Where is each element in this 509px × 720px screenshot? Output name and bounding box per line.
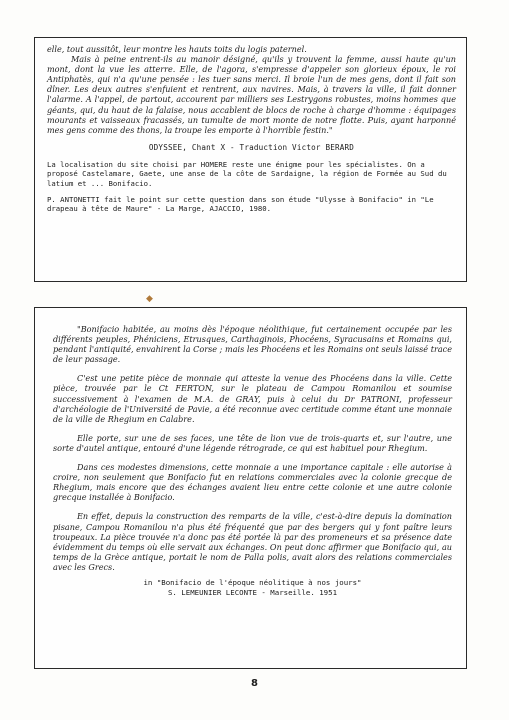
quote-box-odyssey bbox=[34, 37, 467, 282]
quote-box-bonifacio bbox=[34, 307, 467, 669]
source-citation-author: S. LEMEUNIER LECONTE - Marseille. 1951 bbox=[167, 587, 338, 597]
divider-marker-icon: ◆ bbox=[146, 294, 153, 304]
odyssey-paragraph-1: elle, tout aussitôt, leur montre les hauts toits du logis paternel. bbox=[47, 44, 307, 54]
antonetti-note: P. ANTONETTI fait le point sur cette question dans son étude "Ulysse à Bonifacio" in "Le drapeau à tête de Maure" - La Marge, AJACCIO, 1980. bbox=[47, 194, 434, 214]
odyssey-reference: ODYSSEE, Chant X - Traduction Victor BERARD bbox=[148, 142, 355, 152]
odyssey-paragraph-2: Mais à peine entrent-ils au manoir désigné, qu'ils y trouvent la femme, aussi haute qu'un mont, dont la vue les atterre. Elle, de l'agora, s'empresse d'appeler son glorieux époux, le roi Antiphatès, qui n'a qu'une pensée : les tuer sans merci. Il broie l'un de mes gens, dont il fait son dîner. Les deux autres s'enfuient et rentrent, aux navires. Mais, à travers la ville, il fait donner l'alarme. A l'appel, de partout, accourent par milliers ses Lestrygons robustes, moins hommes que géants, qui, du haut de la falaise, nous accablent de blocs de roche à charge d'homme : équipages mourants et vaisseaux fracassés, un tumulte de mort monte de notre flotte. Puis, ayant harponné mes gens comme des thons, la troupe les emporte à l'horrible festin." bbox=[47, 54, 456, 135]
bonifacio-paragraph-3: Elle porte, sur une de ses faces, une tête de lion vue de trois-quarts et, sur l'autre, une sorte d'autel antique, entouré d'une légende rétrograde, ce qui est habituel pour Rhegium. bbox=[53, 432, 452, 453]
bonifacio-paragraph-4: Dans ces modestes dimensions, cette monnaie a une importance capitale : elle autorise à croire, non seulement que Bonifacio fut en relations commerciales avec la colonie grecque de Rhegium, mais encore que des échanges avaient lieu entre cette colonie et une autre colonie grecque installée à Bonifacio. bbox=[53, 462, 452, 503]
page-number: 8 bbox=[251, 678, 258, 689]
bonifacio-paragraph-2: C'est une petite pièce de monnaie qui atteste la venue des Phocéens dans la ville. Cette pièce, trouvée par le Ct FERTON, sur le plateau de Campou Romanilou et soumise successivement à l'examen de M.A. de GRAY, puis à celui du Dr PATRONI, professeur d'archéologie de l'Université de Pavie, a été reconnue avec certitude comme étant une monnaie de la ville de Rhegium en Calabre. bbox=[53, 373, 452, 424]
bonifacio-paragraph-5: En effet, depuis la construction des remparts de la ville, c'est-à-dire depuis la domination pisane, Campou Romanilou n'a plus été fréquenté que par des bergers qui y font paître leurs troupeaux. La pièce trouvée n'a donc pas été portée là par des promeneurs et sa présence date évidemment du temps où elle servait aux échanges. On peut donc affirmer que Bonifacio qui, au temps de la Grèce antique, portait le nom de Palla polis, avait alors des relations commerciales avec les Grecs. bbox=[53, 511, 452, 572]
source-citation-title: in "Bonifacio de l'époque néolitique à nos jours" bbox=[143, 577, 362, 587]
localisation-note: La localisation du site choisi par HOMERE reste une énigme pour les spécialistes. On a proposé Castelamare, Gaete, une anse de la côte de Sardaigne, la région de Formée au Sud du latium et ... Bonifacio. bbox=[47, 159, 447, 189]
bonifacio-paragraph-1: "Bonifacio habitée, au moins dès l'époque néolithique, fut certainement occupée par les différents peuples, Phéniciens, Etrusques, Carthaginois, Phocéens, Syracusains et Romains qui, pendant l'antiquité, envahirent la Corse ; mais les Phocéens et les Romains ont seuls laissé trace de leur passage. bbox=[53, 324, 452, 365]
